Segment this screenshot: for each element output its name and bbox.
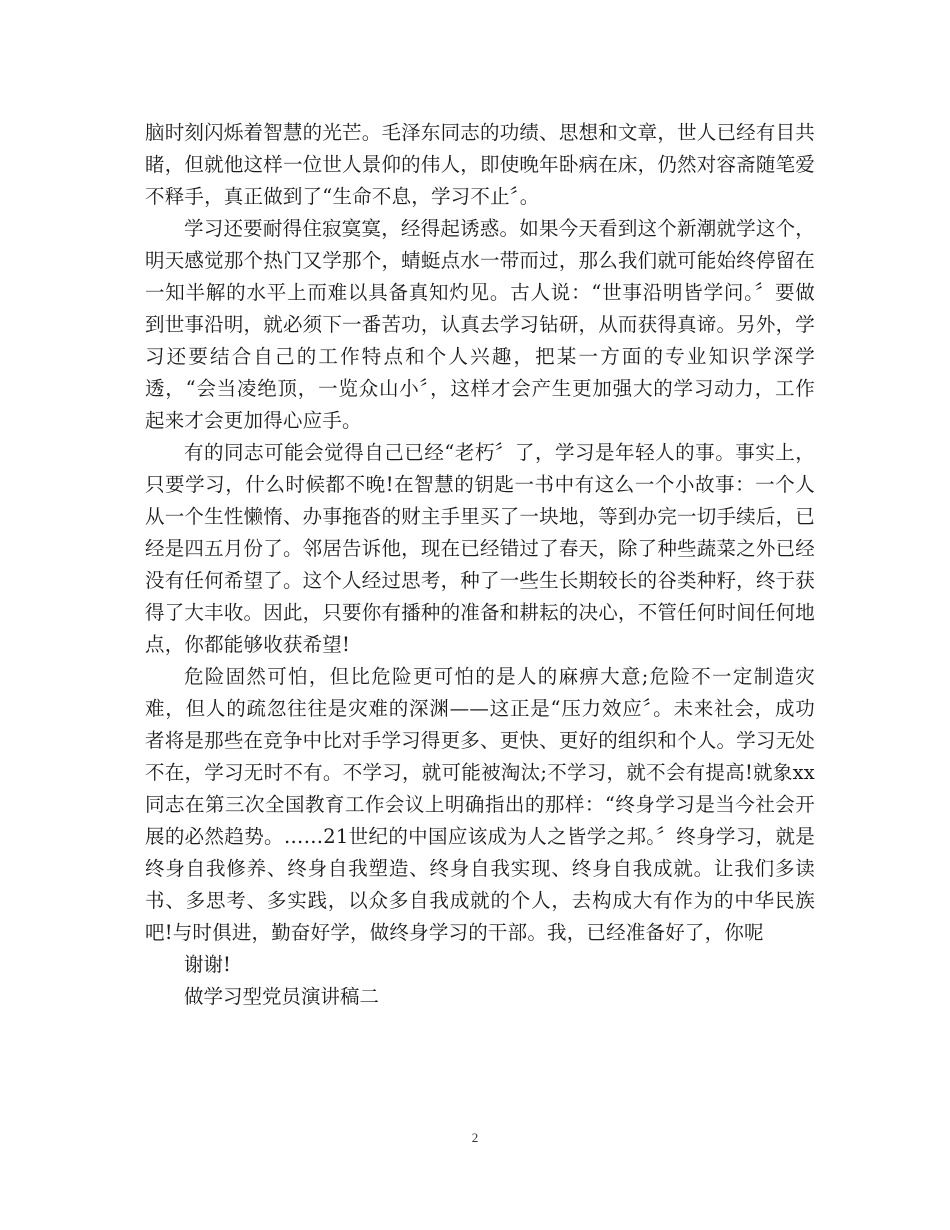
paragraph-4: 危险固然可怕，但比危险更可怕的是人的麻痹大意;危险不一定制造灾难，但人的疏忽往往是灾难的深渊——这正是“压力效应〞。未来社会，成功者将是那些在竞争中比对手学习得更多、更快、更好的组织和个人。学习无处不在，学习无时不有。不学习，就可能被淘汰;不学习，就不会有提高!就象xx同志在第三次全国教育工作会议上明确指出的那样：“终身学习是当今社会开展的必然趋势。……21世纪的中国应该成为人之皆学之邦。〞终身学习，就是终身自我修养、终身自我塑造、终身自我实现、终身自我成就。让我们多读书、多思考、多实践，以众多自我成就的个人，去构成大有作为的中华民族吧!与时俱进，勤奋好学，做终身学习的干部。我，已经准备好了，你呢 [145, 665, 815, 944]
paragraph-2: 学习还要耐得住寂寞寞，经得起诱惑。如果今天看到这个新潮就学这个，明天感觉那个热门又学那个，蜻蜓点水一带而过，那么我们就可能始终停留在一知半解的水平上而难以具备真知灼见。古人说：“世事沿明皆学问。〞要做到世事沿明，就必须下一番苦功，认真去学习钻研，从而获得真谛。另外，学习还要结合自己的工作特点和个人兴趣，把某一方面的专业知识学深学透，“会当凌绝顶，一览众山小〞，这样才会产生更加强大的学习动力，工作起来才会更加得心应手。 [145, 217, 815, 432]
paragraph-1: 脑时刻闪烁着智慧的光芒。毛泽东同志的功绩、思想和文章，世人已经有目共睹，但就他这样一位世人景仰的伟人，即使晚年卧病在床，仍然对容斋随笔爱不释手，真正做到了“生命不息，学习不止〞。 [145, 121, 815, 208]
page-number: 2 [471, 1130, 479, 1145]
thanks-line: 谢谢! [184, 953, 231, 976]
next-speech-title: 做学习型党员演讲稿二 [184, 985, 380, 1008]
document-body [145, 117, 815, 1013]
paragraph-3: 有的同志可能会觉得自己已经“老朽〞了，学习是年轻人的事。事实上，只要学习，什么时候都不晚!在智慧的钥匙一书中有这么一个小故事：一个人从一个生性懒惰、办事拖沓的财主手里买了一块地，等到办完一切手续后，已经是四五月份了。邻居告诉他，现在已经错过了春天，除了种些蔬菜之外已经没有任何希望了。这个人经过思考，种了一些生长期较长的谷类种籽，终于获得了大丰收。因此，只要你有播种的准备和耕耘的决心，不管任何时间任何地点，你都能够收获希望! [145, 441, 815, 656]
